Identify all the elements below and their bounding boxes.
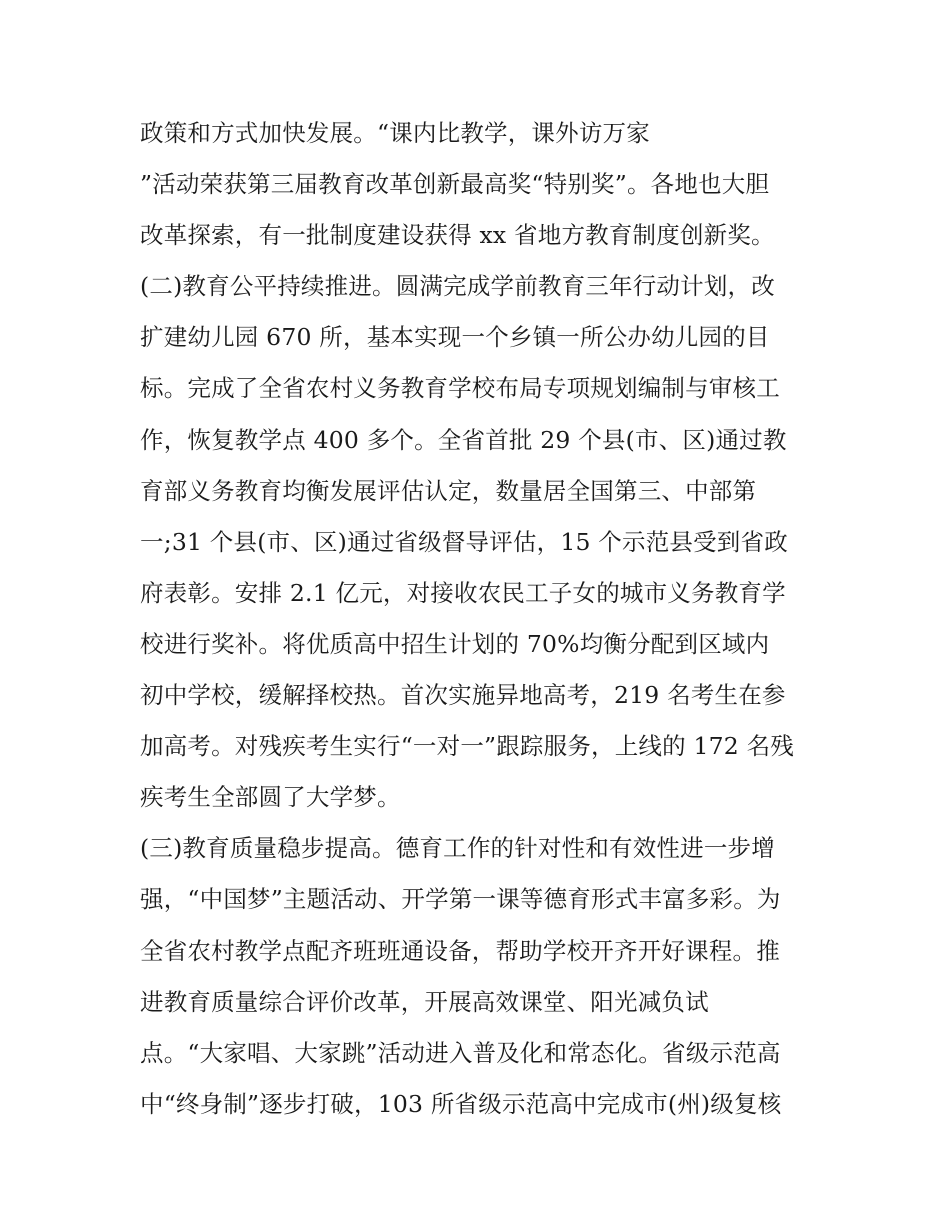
text-line: 强，“中国梦”主题活动、开学第一课等德育形式丰富多彩。为	[140, 885, 781, 914]
text-line: 作，恢复教学点 400 多个。全省首批 29 个县(市、区)通过教	[140, 425, 787, 454]
text-line: 进教育质量综合评价改革，开展高效课堂、阳光减负试	[140, 987, 709, 1016]
text-line: 点。“大家唱、大家跳”活动进入普及化和常态化。省级示范高	[140, 1038, 781, 1067]
text-line: (三)教育质量稳步提高。德育工作的针对性和有效性进一步增	[140, 834, 775, 863]
text-line: 府表彰。安排 2.1 亿元，对接收农民工子女的城市义务教育学	[140, 578, 786, 607]
text-line: 政策和方式加快发展。“课内比教学，课外访万家	[140, 119, 650, 147]
text-line: 育部义务教育均衡发展评估认定，数量居全国第三、中部第	[140, 476, 757, 505]
text-line: 疾考生全部圆了大学梦。	[140, 783, 401, 812]
text-line: 全省农村教学点配齐班班通设备，帮助学校开齐开好课程。推	[140, 936, 780, 965]
text-line: 改革探索，有一批制度建设获得 xx 省地方教育制度创新奖。	[140, 221, 775, 250]
text-line: 初中学校，缓解择校热。首次实施异地高考，219 名考生在参	[140, 681, 786, 710]
text-line: 校进行奖补。将优质高中招生计划的 70%均衡分配到区域内	[140, 629, 770, 658]
text-line: 标。完成了全省农村义务教育学校布局专项规划编制与审核工	[140, 374, 780, 403]
text-line: 加高考。对残疾考生实行“一对一”跟踪服务，上线的 172 名残	[140, 732, 795, 761]
text-line: 扩建幼儿园 670 所，基本实现一个乡镇一所公办幼儿园的目	[140, 323, 770, 352]
text-line: (二)教育公平持续推进。圆满完成学前教育三年行动计划，改	[140, 272, 775, 301]
body-text	[140, 108, 840, 1130]
text-line: 一;31 个县(市、区)通过省级督导评估，15 个示范县受到省政	[140, 527, 788, 556]
text-line: 中“终身制”逐步打破，103 所省级示范高中完成市(州)级复核	[140, 1089, 782, 1118]
text-line: ”活动荣获第三届教育改革创新最高奖“特别奖”。各地也大胆	[140, 170, 770, 199]
